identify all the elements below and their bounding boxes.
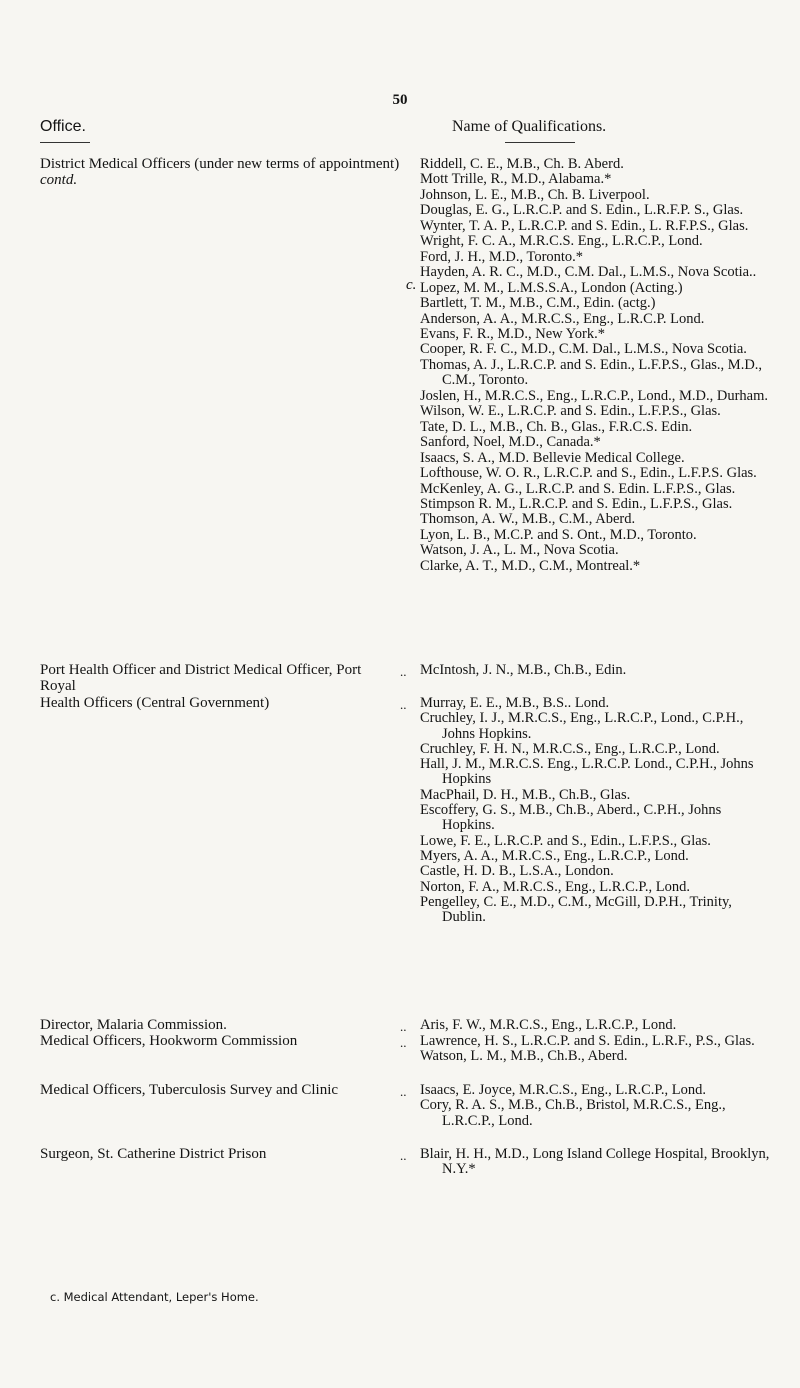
- entries-surgeon-prison: [420, 1147, 770, 1178]
- office-hookworm-commission: Medical Officers, Hookworm Commission: [40, 1033, 298, 1049]
- list-item: Sanford, Noel, M.D., Canada.*: [420, 434, 601, 451]
- list-item: Joslen, H., M.R.C.S., Eng., L.R.C.P., Lond., M.D., Durham.: [420, 387, 769, 404]
- list-item: Mott Trille, R., M.D., Alabama.*: [420, 171, 612, 188]
- list-item: Riddell, C. E., M.B., Ch. B. Aberd.: [420, 156, 624, 172]
- list-item: Lowe, F. E., L.R.C.P. and S., Edin., L.F.P.S., Glas.: [420, 832, 711, 849]
- list-item: Murray, E. E., M.B., B.S.. Lond.: [420, 695, 610, 711]
- list-item: Cory, R. A. S., M.B., Ch.B., Bristol, M.R.C.S., Eng., L.R.C.P., Lond.: [420, 1097, 726, 1129]
- list-item: Isaacs, S. A., M.D. Bellevie Medical College.: [420, 449, 685, 466]
- dot-leader: ..: [400, 1035, 407, 1050]
- office-health-officers-central: Health Officers (Central Government): [40, 695, 270, 711]
- list-item: Clarke, A. T., M.D., C.M., Montreal.*: [420, 557, 641, 574]
- entries-health-officers-central: [420, 696, 770, 925]
- list-item: Thomas, A. J., L.R.C.P. and S. Edin., L.F.P.S., Glas., M.D., C.M., Toronto.: [420, 356, 763, 389]
- page-number: 50: [392, 92, 408, 108]
- list-item: Thomson, A. W., M.B., C.M., Aberd.: [420, 511, 636, 528]
- list-item: Anderson, A. A., M.R.C.S., Eng., L.R.C.P. Lond.: [420, 310, 705, 327]
- list-item: Pengelley, C. E., M.D., C.M., McGill, D.P.H., Trinity, Dublin.: [420, 893, 732, 926]
- list-item: Myers, A. A., M.R.C.S., Eng., L.R.C.P., Lond.: [420, 847, 689, 864]
- list-item: Wynter, T. A. P., L.R.C.P. and S. Edin., L. R.F.P.S., Glas.: [420, 217, 749, 234]
- list-item: Ford, J. H., M.D., Toronto.*: [420, 248, 584, 265]
- list-item: Hall, J. M., M.R.C.S. Eng., L.R.C.P. Lond., C.P.H., Johns Hopkins: [420, 756, 754, 788]
- entries-tuberculosis-survey: [420, 1083, 770, 1129]
- list-item: Isaacs, E. Joyce, M.R.C.S., Eng., L.R.C.P., Lond.: [420, 1082, 706, 1098]
- list-item: Lofthouse, W. O. R., L.R.C.P. and S., Edin., L.F.P.S. Glas.: [420, 465, 757, 482]
- list-item: Blair, H. H., M.D., Long Island College Hospital, Brooklyn, N.Y.*: [420, 1146, 770, 1178]
- entries-district-medical-officers: [420, 157, 770, 574]
- column-header-name: Name of Qualifications.: [452, 118, 607, 135]
- office-director-malaria: Director, Malaria Commission.: [40, 1017, 227, 1033]
- list-item: Tate, D. L., M.B., Ch. B., Glas., F.R.C.S. Edin.: [420, 418, 693, 435]
- entries-hookworm-commission: [420, 1034, 770, 1065]
- list-item: Douglas, E. G., L.R.C.P. and S. Edin., L.R.F.P. S., Glas.: [420, 202, 744, 219]
- list-item: Aris, F. W., M.R.C.S., Eng., L.R.C.P., Lond.: [420, 1017, 677, 1033]
- list-item: Bartlett, T. M., M.B., C.M., Edin. (actg.): [420, 295, 656, 312]
- list-item: Wright, F. C. A., M.R.C.S. Eng., L.R.C.P., Lond.: [420, 233, 703, 250]
- dot-leader: ..: [400, 1084, 407, 1099]
- office-tuberculosis-survey: Medical Officers, Tuberculosis Survey and Clinic: [40, 1082, 339, 1098]
- contd-label: contd.: [40, 171, 78, 188]
- dot-leader: ..: [400, 664, 407, 679]
- list-item: Wilson, W. E., L.R.C.P. and S. Edin., L.F.P.S., Glas.: [420, 403, 721, 420]
- list-item: Cooper, R. F. C., M.D., C.M. Dal., L.M.S., Nova Scotia.: [420, 341, 747, 358]
- list-item: Lawrence, H. S., L.R.C.P. and S. Edin., L.R.F., P.S., Glas.: [420, 1033, 755, 1049]
- list-item: Lopez, M. M., L.M.S.S.A., London (Acting.): [420, 279, 683, 296]
- list-item: Cruchley, F. H. N., M.R.C.S., Eng., L.R.C.P., Lond.: [420, 740, 720, 757]
- list-item: Hayden, A. R. C., M.D., C.M. Dal., L.M.S., Nova Scotia..: [420, 264, 757, 281]
- list-item: Norton, F. A., M.R.C.S., Eng., L.R.C.P., Lond.: [420, 878, 690, 895]
- list-item: Castle, H. D. B., L.S.A., London.: [420, 863, 614, 880]
- header-rule-office: [40, 142, 90, 143]
- list-item: Watson, J. A., L. M., Nova Scotia.: [420, 542, 619, 559]
- footnote: c. Medical Attendant, Leper's Home.: [50, 1290, 259, 1304]
- list-item: Lyon, L. B., M.C.P. and S. Ont., M.D., Toronto.: [420, 526, 697, 543]
- office-port-health-officer: Port Health Officer and District Medical Officer, Port Royal: [40, 662, 362, 694]
- entries-port-health-officer: [420, 663, 770, 678]
- header-rule-name: [505, 142, 575, 143]
- list-item: Escoffery, G. S., M.B., Ch.B., Aberd., C.P.H., Johns Hopkins.: [420, 802, 722, 834]
- office-surgeon-prison: Surgeon, St. Catherine District Prison: [40, 1146, 267, 1162]
- list-item: MacPhail, D. H., M.B., Ch.B., Glas.: [420, 786, 631, 803]
- dot-leader: ..: [400, 1019, 407, 1034]
- list-item: Evans, F. R., M.D., New York.*: [420, 325, 605, 342]
- dot-leader: ..: [400, 697, 407, 712]
- list-item: Johnson, L. E., M.B., Ch. B. Liverpool.: [420, 186, 650, 203]
- entries-director-malaria: [420, 1018, 770, 1033]
- list-item: Stimpson R. M., L.R.C.P. and S. Edin., L.F.P.S., Glas.: [420, 495, 733, 512]
- list-item: Watson, L. M., M.B., Ch.B., Aberd.: [420, 1048, 628, 1065]
- column-header-office: Office.: [40, 118, 86, 135]
- list-item: McKenley, A. G., L.R.C.P. and S. Edin. L.F.P.S., Glas.: [420, 480, 736, 497]
- c-mark: c.: [406, 277, 417, 293]
- list-item: Cruchley, I. J., M.R.C.S., Eng., L.R.C.P., Lond., C.P.H., Johns Hopkins.: [420, 710, 744, 742]
- list-item: McIntosh, J. N., M.B., Ch.B., Edin.: [420, 662, 627, 678]
- dot-leader: ..: [400, 1148, 407, 1163]
- office-district-medical-officers: District Medical Officers (under new terms of appointment) contd.: [40, 156, 400, 188]
